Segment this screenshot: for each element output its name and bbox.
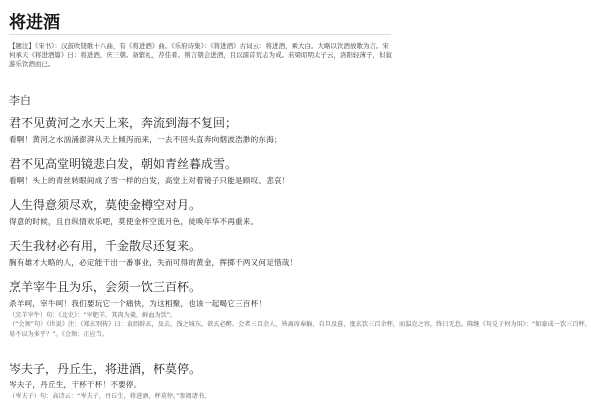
note-line: （烹羊宰牛）句：《北史》：“宰肥羊，其肉为羹，鲜血为饮”。 [9,312,177,319]
translation-line-6: 岑夫子，丹丘生，干杯干杯！不要停。 [9,380,142,389]
translation-line-4: 胸有雄才大略的人，必定能干出一番事业，失而可得的黄金，挥掷千两又何足惜哉！ [9,258,298,267]
title-divider [9,34,391,35]
translation-line-1: 看啊！黄河之水汹涌澎湃从天上倾泻而来，一去不回头直奔向烟波浩渺的东海； [9,135,282,144]
translation-line-3: 得意的时候，且自纵情欢乐吧，莫使金杯空流月色，徒唤年华不再重来。 [9,217,259,226]
intro-note-text: 【题注】《宋书》：汉鼓吹铙歌十八曲，有《将进酒》曲。《乐府诗集》：《将进酒》古词云：将进酒，乘大白。大略以饮酒放歌为言。宋何承天《将进酒篇》曰：将进酒，庆三朝。备繁礼，荐佳肴。则言朝会进酒，且以濡首荒志为戒。若梁昭明太子云，洛阳轻薄子，但叙游乐饮酒而已。 [9,42,392,69]
note-line: 易不以为多乎？”。《会须：正应当。 [9,330,109,338]
verse-line-5: 烹羊宰牛且为乐，会须一饮三百杯。 [9,280,202,294]
verse-line-2: 君不见高堂明镜悲白发，朝如青丝暮成雪。 [9,157,238,171]
verse-line-3: 人生得意须尽欢，莫使金樽空对月。 [9,198,202,212]
notes-block-1 [9,311,591,339]
verse-line-1: 君不见黄河之水天上来，奔流到海不复回； [9,116,238,130]
translation-line-2: 看啊！头上的青丝转眼间成了雪一样的白发，高堂上对着镜子只能是顾叹、悲哀！ [9,176,290,185]
page-title: 将进酒 [9,13,60,33]
intro-note [9,42,393,70]
author-name: 李白 [9,94,31,107]
verse-line-4: 天生我材必有用，千金散尽还复来。 [9,239,202,253]
notes-block-2 [9,392,393,401]
note-line: （岑夫子）句：高诗云：“岑夫子，丹丘生，将进酒，杯莫停。”参阅诸书， [9,393,211,400]
verse-line-6: 岑夫子，丹丘生，将进酒，杯莫停。 [9,362,202,376]
note-line: （“会须”句）《世说》注：《郑玄别传》曰：袁绍辟玄，及去，饯之城东，欲玄必醉。会者三百余人，皆离席奉觞，自旦及暮，度玄饮三百余杯，而温克之容，终日无怠。陈继《句兑于何为用》：“如豪成一饮三百杯， [9,321,591,329]
translation-line-5: 杀羊呵，宰牛呵！我们要玩它一个痛快，为这相聚，也该一起喝它三百杯！ [9,299,267,308]
